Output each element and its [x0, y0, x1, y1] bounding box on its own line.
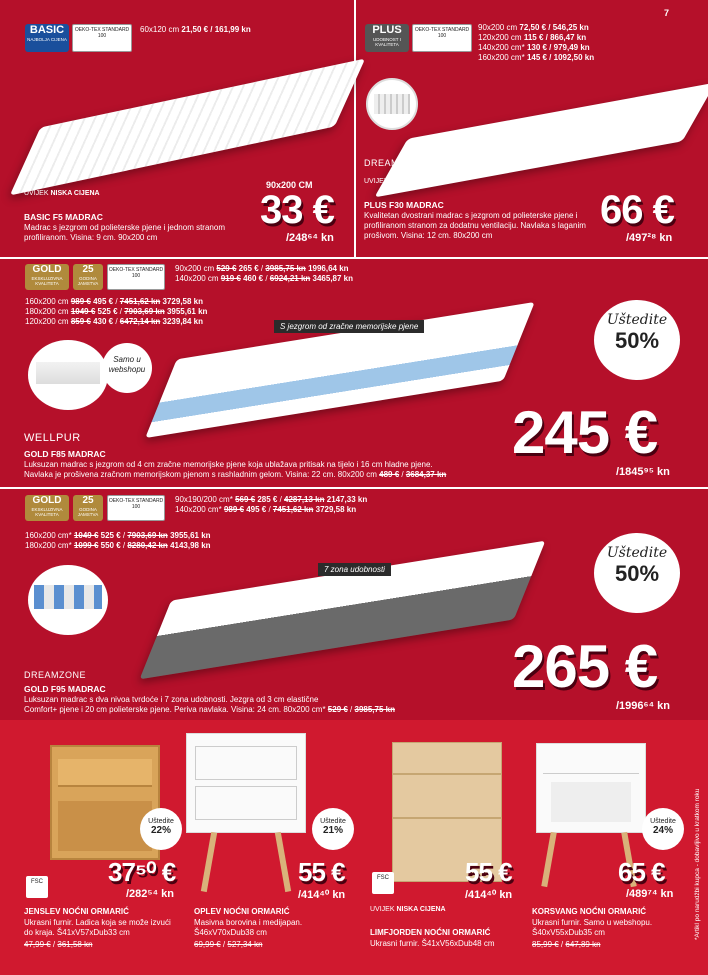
- oplev-savings-bubble: Uštedite 21%: [312, 808, 354, 850]
- gold85-desc-1: Luksuzan madrac s jezgrom od 4 cm zračne memorijske pjene koja ublažava pritisak na tijelo i 16 cm hladne pjene.: [24, 460, 433, 469]
- gold85-savings-bubble: Uštedite 50%: [594, 300, 680, 380]
- gold95-title: GOLD F95 MADRAC: [24, 684, 106, 694]
- webshop-bubble: Samo u webshopu: [102, 343, 152, 393]
- fsc-logo: FSC: [26, 876, 48, 898]
- dreamzone-logo: DREAMZONE: [364, 158, 427, 168]
- jenslev-title: JENSLEV NOĆNI ORMARIĆ: [24, 907, 129, 916]
- limfjorden-price-kn: /414⁴⁰ kn: [465, 889, 513, 901]
- limfjorden-title: LIMFJORDEN NOĆNI ORMARIĆ: [370, 928, 491, 937]
- gold-badge: GOLD EKSKLUZIVNA KVALITETA: [25, 495, 69, 521]
- korsvang-nightstand-image: [536, 743, 646, 833]
- basic-price: 33 €: [260, 188, 334, 232]
- gold95-desc-2: Comfort+ pjene i 20 cm polieterske pjene. Periva navlaka. Visina: 24 cm. 80x200 cm* 529 € / 3985,75 kn: [24, 705, 395, 714]
- basic-mattress-image: [10, 59, 365, 196]
- gold95-size-row: 180x200 cm* 1099 € 550 € / 8280,42 kn 4143,98 kn: [25, 541, 211, 550]
- plus-size-row: 120x200 cm 115 € / 866,47 kn: [478, 33, 587, 42]
- plus-price: 66 €: [600, 188, 674, 232]
- limfjorden-desc: Ukrasni furnir. Š41xV56xDub48 cm: [370, 939, 495, 948]
- gold85-feature-label: S jezgrom od zračne memorijske pjene: [274, 320, 424, 333]
- gold95-zones-detail-circle: [28, 565, 108, 635]
- korsvang-savings-bubble: Uštedite 24%: [642, 808, 684, 850]
- oplev-price-kn: /414⁴⁰ kn: [298, 889, 346, 901]
- korsvang-desc: Ukrasni furnir. Samo u webshopu. Š40xV55xDub35 cm: [532, 918, 653, 937]
- gold85-size-row: 160x200 cm 989 € 495 € / 7451,62 kn 3729,58 kn: [25, 297, 203, 306]
- oeko-tex-label: OEKO-TEX STANDARD 100: [107, 264, 165, 290]
- page-number: 7: [664, 8, 670, 18]
- oeko-tex-label: OEKO-TEX STANDARD 100: [412, 24, 472, 52]
- uvijek-niska-cijena-badge: UVIJEK NISKA CIJENA: [370, 906, 446, 913]
- oplev-nightstand-image: [186, 733, 306, 833]
- plus-badge: PLUS UDOBNOST I KVALITETA: [365, 24, 409, 52]
- plus-size-row: 90x200 cm 72,50 € / 546,25 kn: [478, 23, 589, 32]
- oplev-old-price: 69,99 € / 527,34 kn: [194, 940, 263, 949]
- korsvang-price: 65 €: [618, 857, 665, 887]
- gold95-desc-1: Luksuzan madrac s dva nivoa tvrdoće i 7 zona udobnosti. Jezgra od 3 cm elastične: [24, 695, 319, 704]
- gold85-size-list-left: [25, 297, 207, 327]
- gold85-size-row: 140x200 cm 919 € 460 € / 6924,21 kn 3465,87 kn: [175, 274, 353, 283]
- plus-size-list: [478, 23, 594, 63]
- plus-title: PLUS F30 MADRAC: [364, 200, 444, 210]
- gold85-size-row: 120x200 cm 859 € 430 € / 6472,14 kn 3239,84 kn: [25, 317, 203, 326]
- gold95-size-list-top: [175, 495, 367, 515]
- jenslev-old-price: 47,99 € / 361,58 kn: [24, 940, 93, 949]
- divider-vertical-top: [354, 0, 356, 258]
- jenslev-savings-bubble: Uštedite 22%: [140, 808, 182, 850]
- gold85-size-row: 180x200 cm 1049 € 525 € / 7903,69 kn 3955,61 kn: [25, 307, 208, 316]
- basic-desc: Madrac s jezgrom od polieterske pjene i jednom stranom profiliranom. Visina: 9 cm. 90x200 cm: [24, 223, 225, 242]
- basic-title: BASIC F5 MADRAC: [24, 212, 103, 222]
- gold95-size-row: 90x190/200 cm* 569 € 285 € / 4287,13 kn 2147,33 kn: [175, 495, 368, 504]
- fsc-logo: FSC: [372, 872, 394, 894]
- oeko-tex-label: OEKO-TEX STANDARD 100: [107, 495, 165, 521]
- gold95-size-row: 140x200 cm* 989 € 495 € / 7451,62 kn 3729,58 kn: [175, 505, 357, 514]
- gold85-size-row: 90x200 cm 529 € 265 € / 3985,75 kn 1996,64 kn: [175, 264, 349, 273]
- basic-dim-label: 90x200 CM: [266, 180, 313, 190]
- wellpur-logo: WELLPUR: [24, 432, 81, 444]
- gold95-size-list-left: [25, 531, 211, 551]
- gold-badge: GOLD EKSKLUZIVNA KVALITETA: [25, 264, 69, 290]
- gold95-mattress-image: [140, 541, 546, 680]
- gold85-size-list-top: [175, 264, 353, 284]
- korsvang-old-price: 85,99 € / 647,89 kn: [532, 940, 601, 949]
- gold85-foam-detail-circle: [28, 340, 108, 410]
- gold95-size-row: 160x200 cm* 1049 € 525 € / 7903,69 kn 3955,61 kn: [25, 531, 211, 540]
- gold95-price: 265 €: [512, 633, 658, 700]
- side-note: *Artikl po narudžbi kupca - dobavljivo u kratkom roku: [694, 788, 701, 940]
- oplev-price: 55 €: [298, 857, 345, 887]
- warranty-badge: 25 GODINA JAMSTVA: [73, 495, 103, 521]
- korsvang-price-kn: /489⁷⁴ kn: [626, 888, 674, 900]
- warranty-badge: 25 GODINA JAMSTVA: [73, 264, 103, 290]
- gold95-savings-bubble: Uštedite 50%: [594, 533, 680, 613]
- jenslev-nightstand-image: [50, 745, 160, 860]
- gold95-feature-label: 7 zona udobnosti: [318, 563, 391, 576]
- basic-badge: BASIC NAJBOLJA CIJENA: [25, 24, 69, 52]
- basic-size-line: 60x120 cm 21,50 € / 161,99 kn: [140, 25, 251, 34]
- oplev-title: OPLEV NOĆNI ORMARIĆ: [194, 907, 290, 916]
- plus-price-kn: /497²⁸ kn: [626, 232, 673, 244]
- jenslev-price-kn: /282⁵⁴ kn: [126, 888, 174, 900]
- oplev-desc: Masivna borovina i medijapan. Š46xV70xDub38 cm: [194, 918, 303, 937]
- gold85-price-kn: /1845⁹⁵ kn: [616, 466, 670, 478]
- plus-size-row: 160x200 cm* 145 € / 1092,50 kn: [478, 53, 595, 62]
- gold95-price-kn: /1996⁶⁴ kn: [616, 700, 670, 712]
- jenslev-price: 37⁵⁰ €: [108, 857, 176, 887]
- plus-size-row: 140x200 cm* 130 € / 979,49 kn: [478, 43, 590, 52]
- gold85-price: 245 €: [512, 399, 658, 466]
- korsvang-title: KORSVANG NOĆNI ORMARIĆ: [532, 907, 647, 916]
- uvijek-niska-cijena-badge: UVIJEK NISKA CIJENA: [364, 178, 440, 185]
- limfjorden-price: 55 €: [465, 857, 512, 887]
- plus-foam-detail-circle: [366, 78, 418, 130]
- uvijek-niska-cijena-badge: UVIJEK NISKA CIJENA: [24, 190, 100, 197]
- gold85-desc-2: Navlaka je prošivena zračnom memorijskom pjenom s rashladnim gelom. Visina: 22 cm. 80x200 cm 489 € / 3684,37 kn: [24, 470, 447, 479]
- dreamzone-logo: DREAMZONE: [24, 670, 87, 680]
- plus-desc: Kvalitetan dvostrani madrac s jezgrom od polieterske pjene i profiliranom stranom za dodatnu ventilaciju. Navlaka s laganim prošivom. Visina: 12 cm. 80x200 cm: [364, 211, 586, 240]
- basic-price-kn: /248⁶⁴ kn: [286, 232, 334, 244]
- divider-horizontal-1: [0, 257, 708, 259]
- oeko-tex-label: OEKO-TEX STANDARD 100: [72, 24, 132, 52]
- jenslev-desc: Ukrasni furnir. Ladica koja se može izvući do kraja. Š41xV57xDub33 cm: [24, 918, 171, 937]
- divider-horizontal-2: [0, 487, 708, 489]
- gold85-title: GOLD F85 MADRAC: [24, 449, 106, 459]
